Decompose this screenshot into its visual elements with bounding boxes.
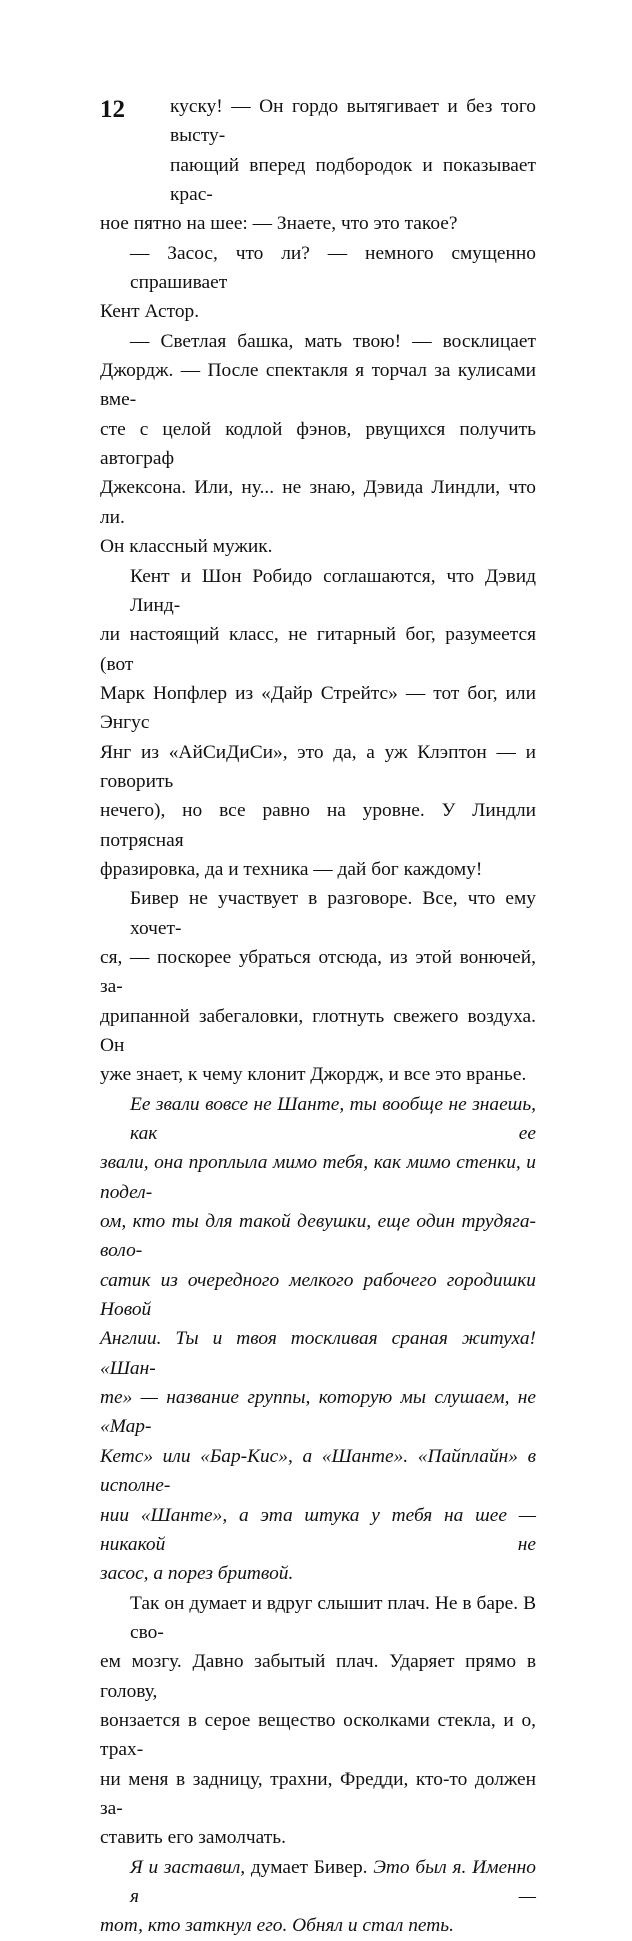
text-line: Янг из «АйСиДиСи», это да, а уж Клэптон — и говорить [100,741,536,792]
text-line: сатик из очередного мелкого рабочего городишки Новой [100,1269,536,1321]
italic-run: Я и заставил, [130,1856,246,1878]
text-line: Кент и Шон Робидо соглашаются, что Дэвид Линд- [130,565,536,616]
text-line: фразировка, да и техника — дай бог каждому! [100,858,483,880]
roman-run: думает Бивер. [245,1856,374,1878]
text-line: ни меня в задницу, трахни, Фредди, кто-то должен за- [100,1768,536,1819]
text-line: Бивер не участвует в разговоре. Все, что ему хочет- [130,888,536,939]
text-line: Джексона. Или, ну... не знаю, Дэвида Линдли, что ли. [100,477,536,528]
text-line: Кент Астор. [100,301,200,323]
text-line: те» — название группы, которую мы слушаем, не «Мар- [100,1387,536,1438]
text-line: Кетс» или «Бар-Кис», а «Шанте». «Пайплайн» в исполне- [100,1445,536,1497]
text-line: пающий вперед подбородок и показывает крас- [170,154,536,206]
page-number: 12 [100,96,125,123]
text-line [100,1853,536,1912]
body-text [100,92,536,1941]
text-line: Англии. Ты и твоя тоскливая сраная житуха! «Шан- [100,1328,536,1379]
text-line: ставить его замолчать. [100,1827,286,1849]
text-line: Ее звали вовсе не Шанте, ты вообще не знаешь, как ее [130,1093,536,1145]
text-line: ом, кто ты для такой девушки, еще один трудяга-воло- [100,1211,536,1262]
text-line: вонзается в серое вещество осколками стекла, и о, трах- [100,1709,536,1761]
text-line: — Светлая башка, мать твою! — восклицает [130,330,536,352]
text-line: ем мозгу. Давно забытый плач. Ударяет прямо в голову, [100,1651,536,1702]
text-line: тот, кто заткнул его. Обнял и стал петь. [100,1915,454,1937]
italic-run: Это был я. Именно я — [130,1856,536,1907]
text-line: звали, она проплыла мимо тебя, как мимо стенки, и подел- [100,1152,536,1203]
text-line: ли настоящий класс, не гитарный бог, разумеется (вот [100,624,536,675]
text-line: дрипанной забегаловки, глотнуть свежего воздуха. Он [100,1005,536,1056]
text-line: уже знает, к чему клонит Джордж, и все это вранье. [100,1064,527,1086]
text-line: — Засос, что ли? — немного смущенно спрашивает [130,242,536,294]
text-line: Он классный мужик. [100,536,273,558]
text-line: ся, — поскорее убраться отсюда, из этой вонючей, за- [100,946,536,998]
text-line: сте с целой кодлой фэнов, рвущихся получить автограф [100,418,536,470]
text-line: Так он думает и вдруг слышит плач. Не в баре. В сво- [130,1592,536,1643]
text-line: Марк Нопфлер из «Дайр Стрейтс» — тот бог, или Энгус [100,682,536,734]
text-line: куску! — Он гордо вытягивает и без того высту- [170,96,536,147]
text-line: нии «Шанте», а эта штука у тебя на шее — никакой не [100,1504,536,1555]
text-line: нечего), но все равно на уровне. У Линдли потрясная [100,800,536,851]
text-line: засос, а порез бритвой. [100,1563,294,1585]
text-line: ное пятно на шее: — Знаете, что это такое? [100,213,458,235]
text-line: Джордж. — После спектакля я торчал за кулисами вме- [100,360,536,411]
